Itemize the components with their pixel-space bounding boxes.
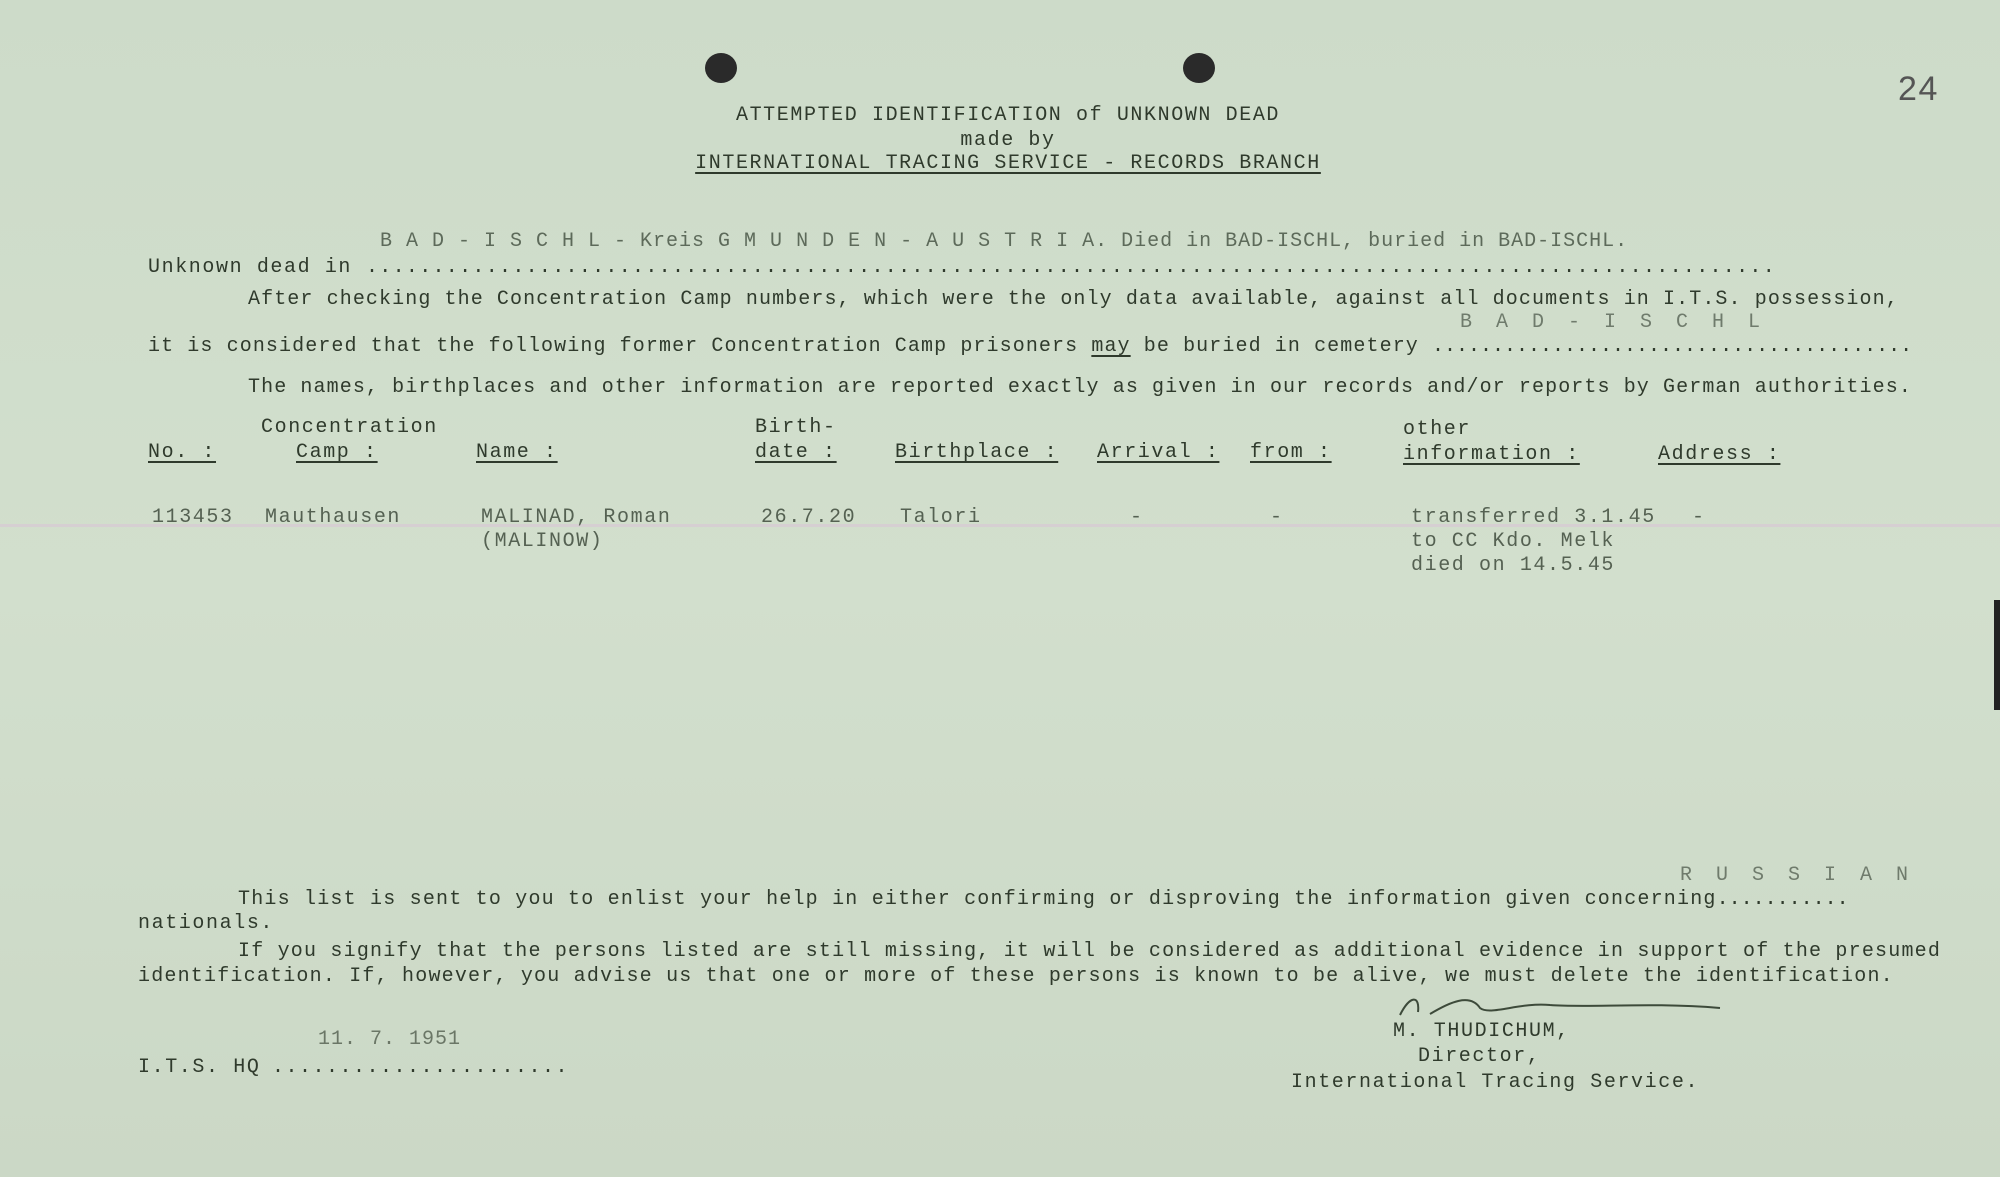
header-camp: Camp : [296,441,378,464]
punch-hole [705,53,737,83]
unknown-dead-label: Unknown dead in [148,256,353,279]
cell-name: MALINAD, Roman [481,506,672,529]
organization-heading: INTERNATIONAL TRACING SERVICE - RECORDS BRANCH [695,152,1321,175]
hq-date: 11. 7. 1951 [318,1028,462,1051]
cell-birthplace: Talori [900,506,982,529]
page-number: 24 [1898,70,1940,108]
header-other: information : [1403,443,1580,466]
cell-from: - [1270,506,1284,529]
nationality-dots: ........... [1716,888,1849,911]
header-arrival: Arrival : [1097,441,1220,464]
header-birthdate: date : [755,441,837,464]
header-name: Name : [476,441,558,464]
signer-name: M. THUDICHUM, [1393,1020,1570,1043]
cell-arrival: - [1130,506,1144,529]
cell-address: - [1692,506,1706,529]
punch-hole [1183,53,1215,83]
footer-p2-line2: identification. If, however, you advise us that one or more of these persons is known to be alive, we must delete the identification. [138,965,1894,988]
header-camp-top: Concentration [261,416,438,439]
paragraph1-line1: After checking the Concentration Camp numbers, which were the only data available, against all documents in I.T.S. possession, [248,288,1899,311]
handwritten-signature [1390,990,1730,1020]
cell-birthdate: 26.7.20 [761,506,857,529]
unknown-dead-dots: .......................................................................................................... [366,256,1777,279]
footer-p1-line2: nationals. [138,912,275,935]
cell-camp: Mauthausen [265,506,402,529]
page-edge [1994,600,2000,710]
text: be buried in cemetery [1130,335,1419,358]
nationality: R U S S I A N [1680,864,1915,887]
cell-other-2: to CC Kdo. Melk [1411,530,1616,553]
paragraph1-line2 [148,337,1912,357]
cemetery-name: B A D - I S C H L [1460,311,1767,334]
hq-label: I.T.S. HQ [138,1056,261,1079]
signer-organization: International Tracing Service. [1291,1071,1700,1094]
subtitle: made by [960,129,1056,152]
header-no: No. : [148,441,217,464]
paragraph2: The names, birthplaces and other information are reported exactly as given in our records and/or reports by German authorities. [248,376,1912,399]
hq-dots: ...................... [272,1056,570,1079]
cell-no: 113453 [152,506,234,529]
header-address: Address : [1658,443,1781,466]
cell-other-3: died on 14.5.45 [1411,554,1616,577]
header-from: from : [1250,441,1332,464]
header-birth-top: Birth- [755,416,837,439]
footer-p1-line1 [238,890,1849,910]
cell-name-alt: (MALINOW) [481,530,604,553]
title: ATTEMPTED IDENTIFICATION of UNKNOWN DEAD [735,104,1281,127]
header-birthplace: Birthplace : [895,441,1059,464]
text: This list is sent to you to enlist your help in either confirming or disproving the information given concerning [238,888,1717,911]
footer-p2-line1: If you signify that the persons listed are still missing, it will be considered as additional evidence in support of the presumed [238,940,1942,963]
signer-title: Director, [1418,1045,1541,1068]
cemetery-dots: ........................................ [1432,335,1913,358]
emphasis: may [1091,335,1131,358]
header-other-top: other [1403,418,1472,441]
text: it is considered that the following former Concentration Camp prisoners [148,335,1092,358]
unknown-dead-location: B A D - I S C H L - Kreis G M U N D E N - A U S T R I A. Died in BAD-ISCHL, buried in BAD-ISCHL. [380,230,1629,253]
cell-other-1: transferred 3.1.45 [1411,506,1656,529]
